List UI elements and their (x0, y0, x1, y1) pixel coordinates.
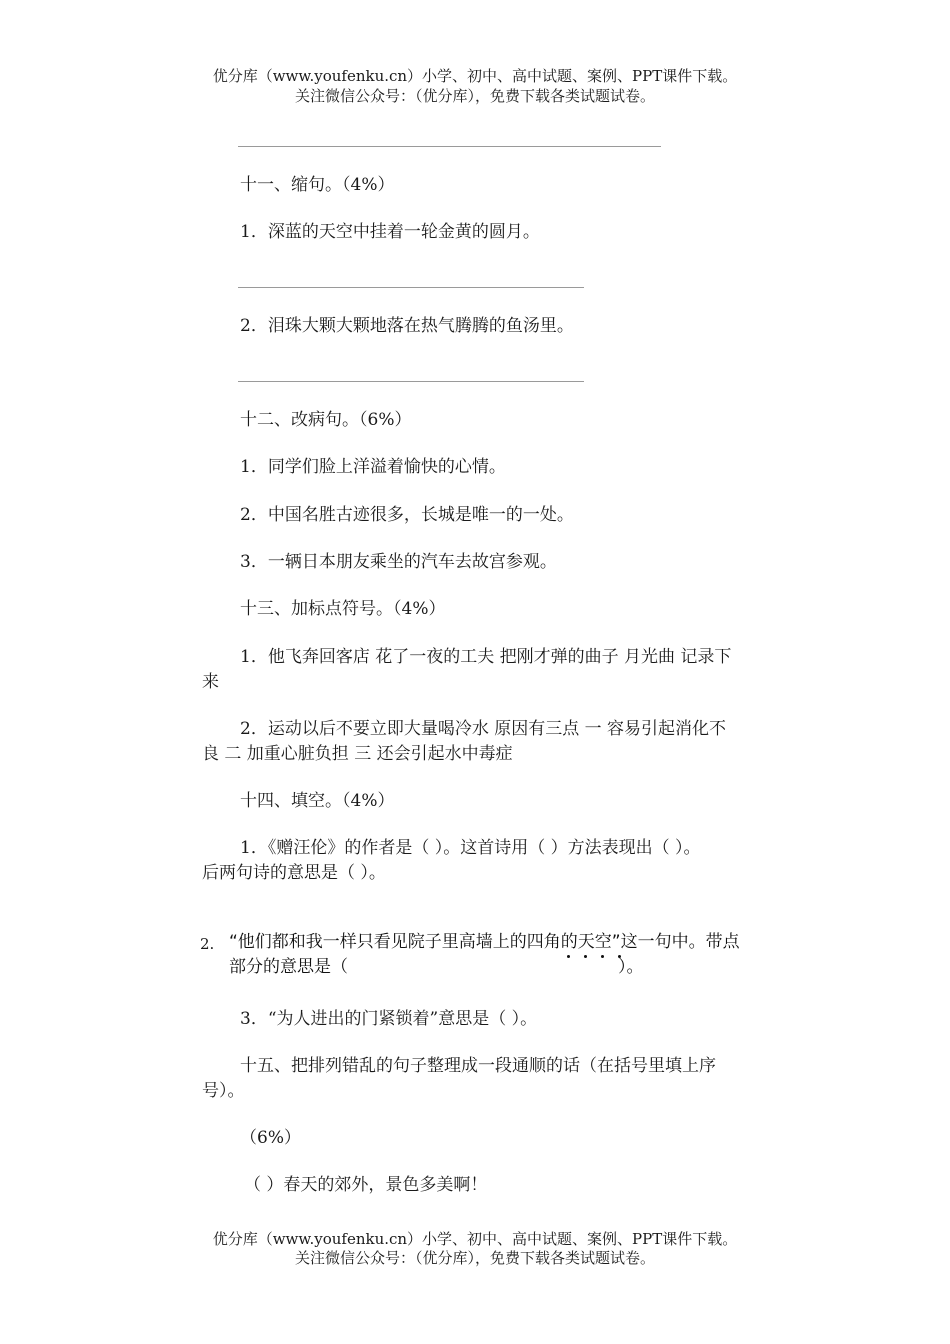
section-11-title: 十一、缩句。（4%） (240, 175, 395, 195)
emphasis-dot (601, 955, 604, 958)
s12-question-2: 2．中国名胜古迹很多，长城是唯一的一处。 (240, 505, 574, 525)
emphasis-dot (567, 955, 570, 958)
section-13-title: 十三、加标点符号。（4%） (240, 599, 446, 619)
s11-question-2: 2．泪珠大颗大颗地落在热气腾腾的鱼汤里。 (240, 316, 574, 336)
emphasis-dot (584, 955, 587, 958)
header-line-2: 关注微信公众号：（优分库），免费下载各类试题试卷。 (294, 87, 655, 105)
s14-question-1-line-1: 1．《赠汪伦》的作者是（ ）。这首诗用（ ）方法表现出（ ）。 (240, 838, 701, 858)
s13-question-1-line-1: 1．他飞奔回客店 花了一夜的工夫 把刚才弹的曲子 月光曲 记录下 (240, 647, 732, 667)
section-14-title: 十四、填空。（4%） (240, 791, 395, 811)
footer-line-1: 优分库（www.youfenku.cn）小学、初中、高中试题、案例、PPT课件下载。 (212, 1230, 738, 1248)
s14-question-2-line-2-start: 部分的意思是（ (229, 957, 348, 977)
s11-answer-line-1 (238, 287, 584, 288)
s14-question-2-number: 2. (200, 935, 215, 953)
s13-question-1-line-2: 来 (202, 672, 219, 692)
s14-question-3: 3．“为人进出的门紧锁着”意思是（ ）。 (240, 1009, 538, 1029)
section-12-title: 十二、改病句。（6%） (240, 410, 412, 430)
s14-question-1-line-2: 后两句诗的意思是（ ）。 (202, 863, 386, 883)
s11-answer-line-2 (238, 381, 584, 382)
section-15-title-line-1: 十五、把排列错乱的句子整理成一段通顺的话（在括号里填上序 (240, 1056, 716, 1076)
section-15-score: （6%） (240, 1128, 301, 1148)
s13-question-2-line-1: 2．运动以后不要立即大量喝冷水 原因有三点 一 容易引起消化不 (240, 719, 727, 739)
answer-line (238, 146, 661, 147)
s13-question-2-line-2: 良 二 加重心脏负担 三 还会引起水中毒症 (202, 744, 513, 764)
s14-question-2-line-2-end: ）。 (618, 957, 644, 977)
section-15-title-line-2: 号）。 (202, 1081, 245, 1101)
s12-question-3: 3．一辆日本朋友乘坐的汽车去故宫参观。 (240, 552, 557, 572)
s11-question-1: 1．深蓝的天空中挂着一轮金黄的圆月。 (240, 222, 540, 242)
s15-item-1: （ ）春天的郊外，景色多美啊！ (244, 1175, 488, 1195)
footer-line-2: 关注微信公众号：（优分库），免费下载各类试题试卷。 (294, 1249, 655, 1267)
s14-question-2-line-1: “他们都和我一样只看见院子里高墙上的四角的天空”这一句中。带点 (229, 932, 740, 952)
header-line-1: 优分库（www.youfenku.cn）小学、初中、高中试题、案例、PPT课件下载。 (212, 67, 738, 85)
s12-question-1: 1．同学们脸上洋溢着愉快的心情。 (240, 457, 506, 477)
